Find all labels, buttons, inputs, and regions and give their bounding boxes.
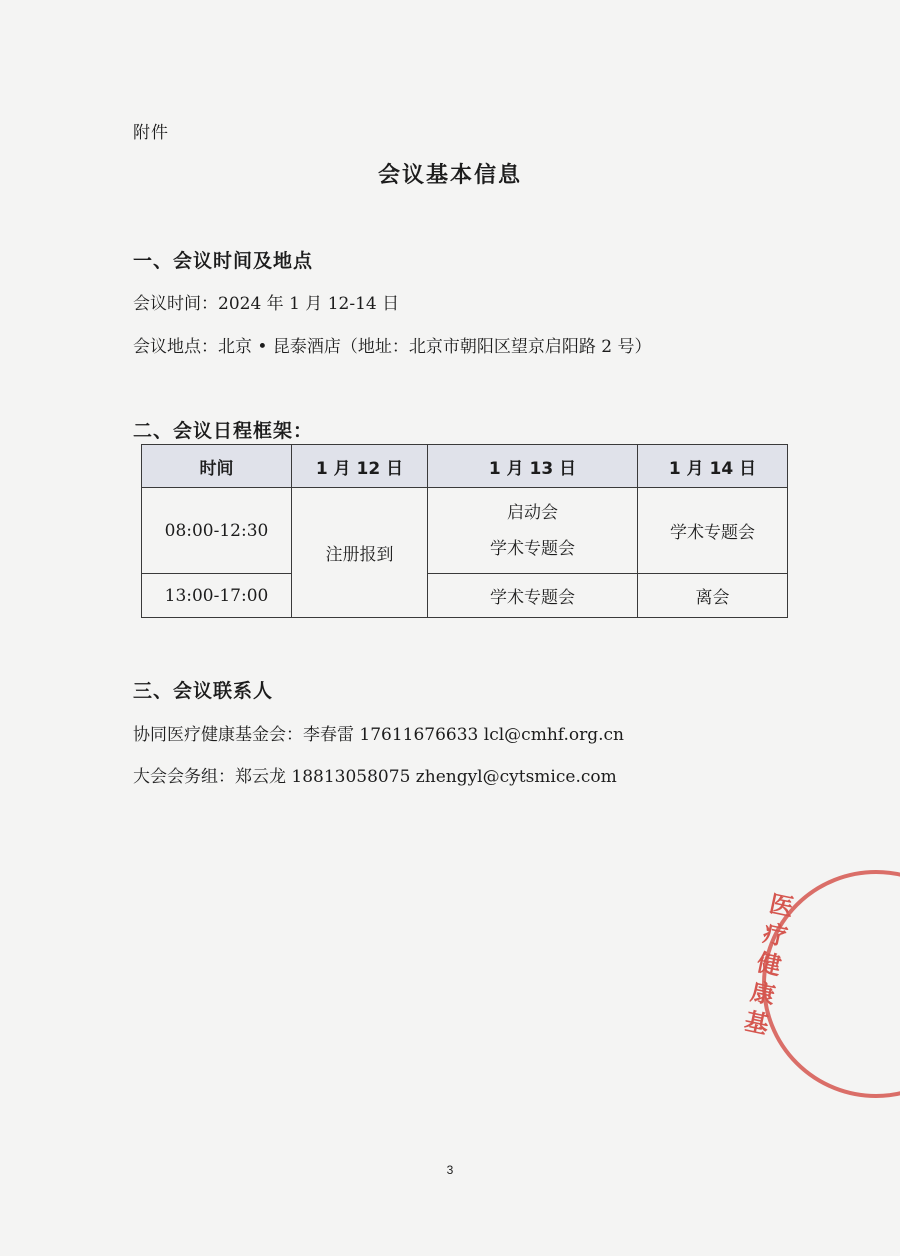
seal-text: 医 疗 健 康 基	[741, 889, 797, 1040]
time-cell: 08:00-12:30	[142, 488, 292, 574]
jan13-morning-cell	[428, 488, 638, 574]
section1-heading: 一、会议时间及地点	[133, 250, 314, 272]
contact-foundation: 协同医疗健康基金会：李春雷 17611676633 lcl@cmhf.org.cn	[133, 725, 624, 745]
time-cell: 13:00-17:00	[142, 574, 292, 618]
jan12-cell: 注册报到	[292, 488, 428, 618]
jan13-morning-item: 学术专题会	[490, 538, 575, 559]
table-row	[142, 574, 788, 618]
section2-heading: 二、会议日程框架：	[133, 420, 314, 442]
page-title: 会议基本信息	[377, 163, 522, 188]
header-time: 时间	[142, 445, 292, 488]
jan13-afternoon-cell: 学术专题会	[428, 574, 638, 618]
meeting-venue: 会议地点：北京 • 昆泰酒店（地址：北京市朝阳区望京启阳路 2 号）	[133, 337, 652, 357]
table-row	[142, 488, 788, 574]
jan14-afternoon-cell: 离会	[638, 574, 788, 618]
header-jan12: 1 月 12 日	[292, 445, 428, 488]
header-jan13: 1 月 13 日	[428, 445, 638, 488]
jan14-morning-cell: 学术专题会	[638, 488, 788, 574]
section3-heading: 三、会议联系人	[133, 680, 274, 702]
jan13-morning-item: 启动会	[507, 502, 558, 523]
attachment-label: 附件	[133, 123, 169, 143]
header-jan14: 1 月 14 日	[638, 445, 788, 488]
page-number: 3	[446, 1163, 454, 1177]
contact-organizer: 大会会务组：郑云龙 18813058075 zhengyl@cytsmice.com	[133, 767, 617, 787]
meeting-time: 会议时间：2024 年 1 月 12-14 日	[133, 294, 400, 314]
table-header-row	[142, 445, 788, 488]
schedule-table	[141, 444, 788, 618]
